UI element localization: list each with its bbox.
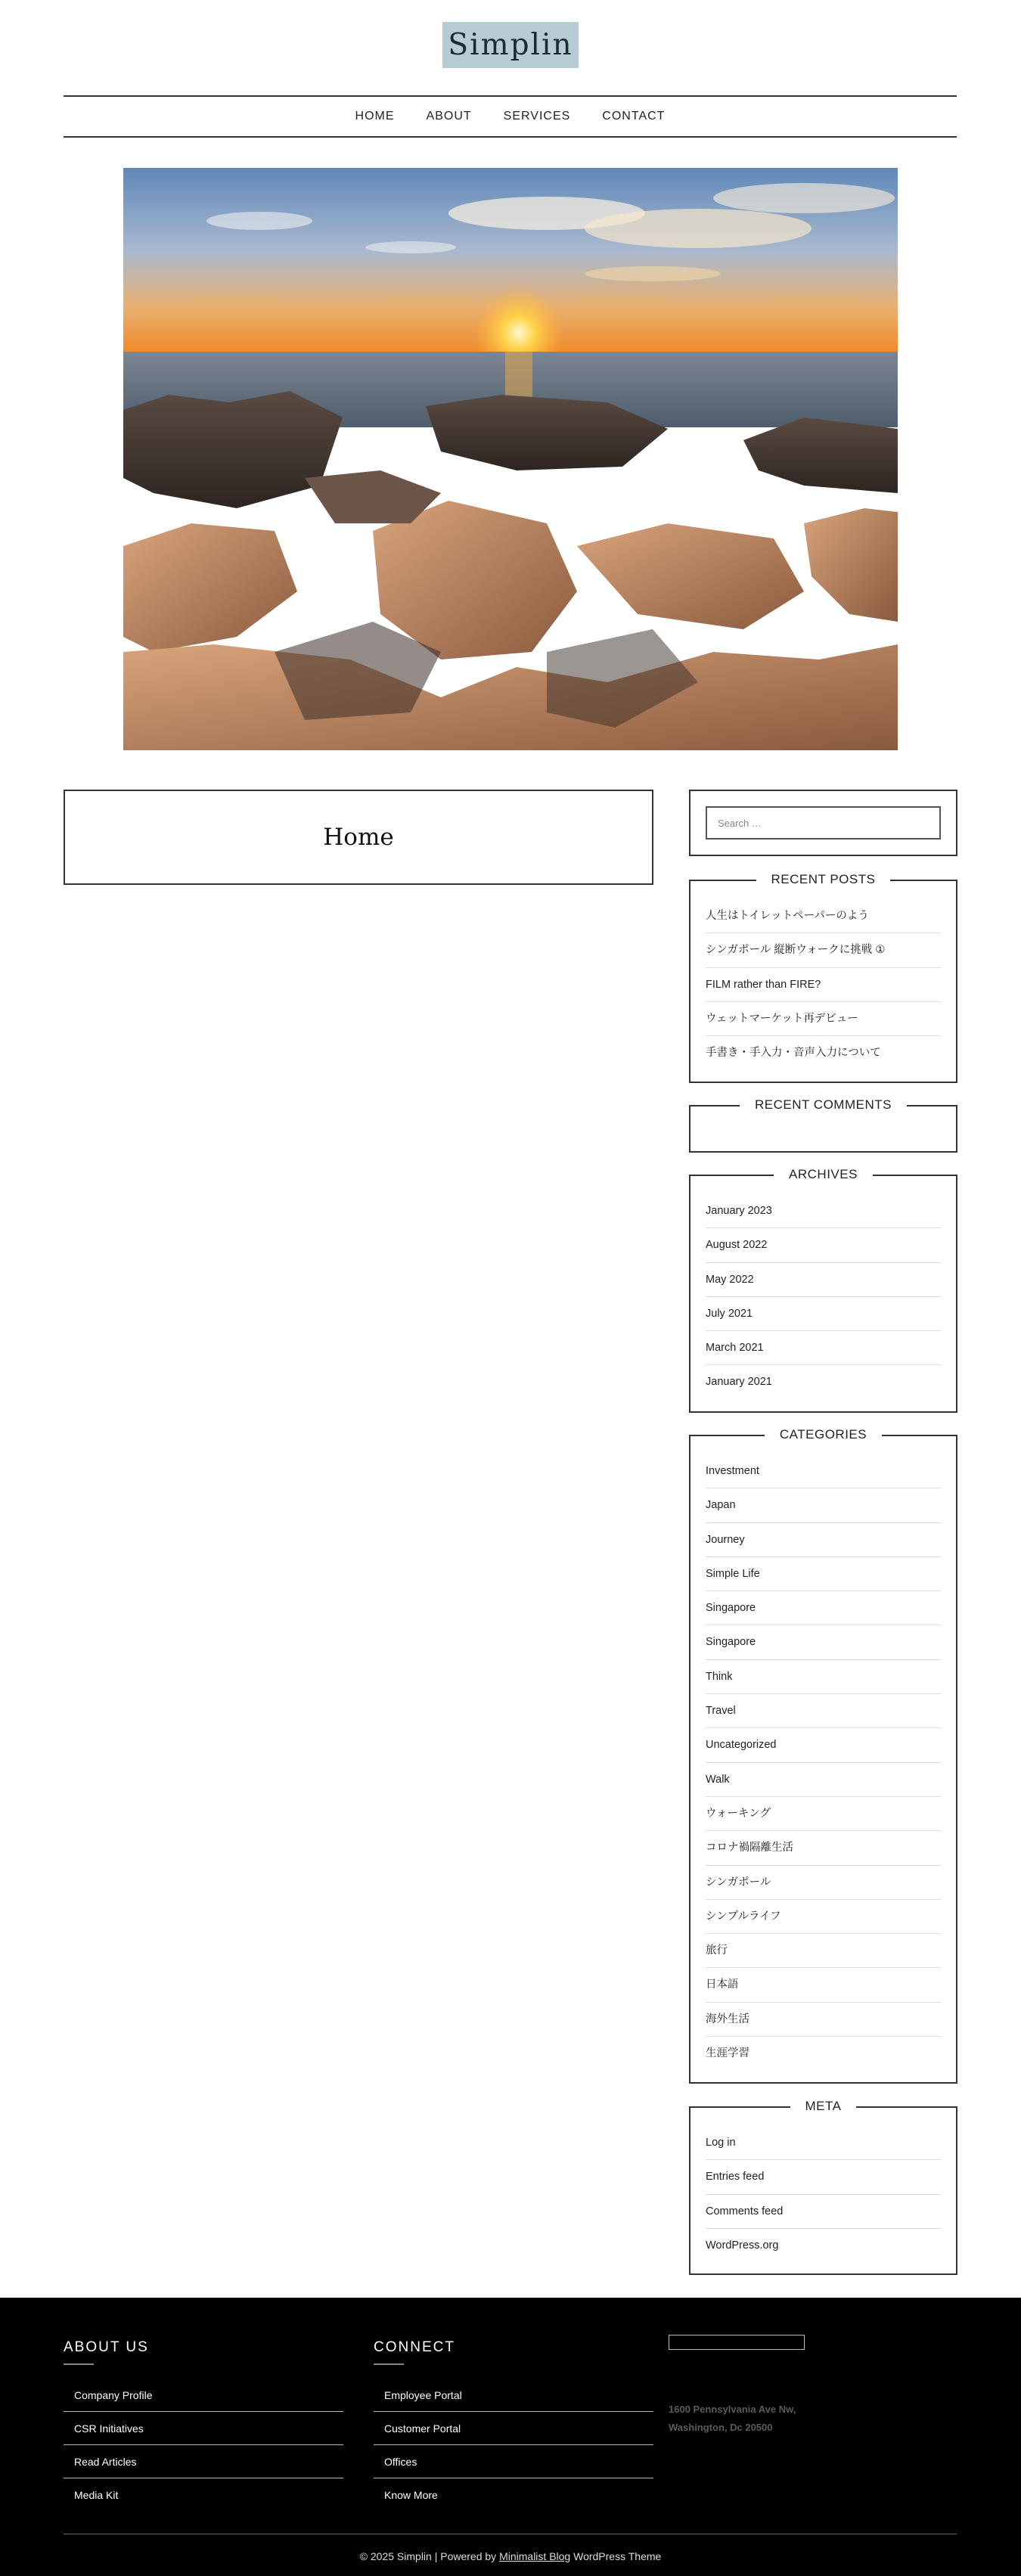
recent-post-link[interactable]: FILM rather than FIRE?: [706, 968, 941, 1002]
footer-about-column: [64, 2339, 343, 2512]
widget-title-meta: META: [790, 2099, 857, 2113]
footer-address: [669, 2401, 796, 2437]
footer-link[interactable]: Media Kit: [74, 2489, 119, 2501]
footer-link[interactable]: Customer Portal: [374, 2412, 653, 2445]
category-link[interactable]: Investment: [706, 1454, 941, 1488]
archive-link[interactable]: January 2021: [706, 1376, 772, 1389]
address-line: 1600 Pennsylvania Ave Nw,: [669, 2404, 796, 2415]
category-link[interactable]: コロナ禍隔離生活: [706, 1831, 941, 1865]
category-link[interactable]: Walk: [706, 1763, 941, 1797]
site-header: [0, 0, 1021, 95]
site-footer: [0, 2298, 1021, 2576]
meta-link-login[interactable]: Log in: [706, 2126, 941, 2160]
theme-link[interactable]: Minimalist Blog: [499, 2550, 571, 2562]
footer-link[interactable]: Company Profile: [64, 2379, 343, 2412]
category-link[interactable]: 生涯学習: [706, 2047, 749, 2060]
recent-post-link[interactable]: 手書き・手入力・音声入力について: [706, 1047, 881, 1060]
footer-link[interactable]: Offices: [374, 2445, 653, 2478]
category-link[interactable]: Singapore: [706, 1625, 941, 1659]
footer-connect-column: [374, 2339, 653, 2512]
archive-link[interactable]: May 2022: [706, 1263, 941, 1297]
search-widget: [689, 790, 957, 856]
category-link[interactable]: 海外生活: [706, 2003, 941, 2037]
category-link[interactable]: ウォーキング: [706, 1797, 941, 1831]
nav-item-home[interactable]: HOME: [355, 110, 395, 123]
category-link[interactable]: 日本語: [706, 1968, 941, 2002]
search-input[interactable]: [706, 806, 941, 840]
archive-link[interactable]: March 2021: [706, 1331, 941, 1365]
archive-link[interactable]: July 2021: [706, 1297, 941, 1331]
meta-link-comments-feed[interactable]: Comments feed: [706, 2195, 941, 2229]
site-logo[interactable]: Simplin: [442, 22, 579, 68]
archive-link[interactable]: August 2022: [706, 1228, 941, 1262]
recent-post-link[interactable]: ウェットマーケット再デビュー: [706, 1002, 941, 1036]
recent-post-link[interactable]: シンガポール 縦断ウォークに挑戦 ①: [706, 933, 941, 967]
hero-image: [123, 168, 898, 750]
recent-post-link[interactable]: 人生はトイレットペーパーのよう: [706, 899, 941, 933]
footer-connect-title: CONNECT: [374, 2339, 455, 2355]
recent-comments-widget: [689, 1097, 957, 1153]
category-link[interactable]: Journey: [706, 1523, 941, 1557]
category-link[interactable]: Simple Life: [706, 1557, 941, 1591]
meta-link-wordpress-org[interactable]: WordPress.org: [706, 2239, 779, 2252]
nav-item-about[interactable]: ABOUT: [426, 110, 472, 123]
broken-image-placeholder: [669, 2335, 805, 2350]
copyright: [0, 2550, 1021, 2562]
widget-title-archives: ARCHIVES: [774, 1167, 873, 1181]
footer-title-underline: [374, 2363, 404, 2365]
category-link[interactable]: Think: [706, 1660, 941, 1694]
nav-item-services[interactable]: SERVICES: [503, 110, 571, 123]
widget-title-categories: CATEGORIES: [765, 1427, 882, 1442]
category-link[interactable]: シンガポール: [706, 1866, 941, 1900]
archives-widget: [689, 1167, 957, 1413]
meta-link-entries-feed[interactable]: Entries feed: [706, 2160, 941, 2194]
address-line: Washington, Dc 20500: [669, 2422, 773, 2433]
footer-link[interactable]: CSR Initiatives: [64, 2412, 343, 2445]
nav-item-contact[interactable]: CONTACT: [602, 110, 666, 123]
meta-widget: [689, 2099, 957, 2275]
footer-link[interactable]: Read Articles: [64, 2445, 343, 2478]
footer-about-title: ABOUT US: [64, 2339, 149, 2355]
category-link[interactable]: Singapore: [706, 1591, 941, 1625]
archive-link[interactable]: January 2023: [706, 1194, 941, 1228]
category-link[interactable]: Travel: [706, 1694, 941, 1728]
widget-title-recent-comments: RECENT COMMENTS: [740, 1097, 907, 1112]
recent-posts-widget: [689, 872, 957, 1083]
copyright-prefix: © 2025 Simplin | Powered by: [359, 2550, 497, 2562]
footer-link[interactable]: Know More: [384, 2489, 438, 2501]
primary-nav: [64, 95, 957, 138]
page-title-box: [64, 790, 653, 885]
copyright-suffix: WordPress Theme: [573, 2550, 662, 2562]
category-link[interactable]: Japan: [706, 1488, 941, 1522]
footer-link[interactable]: Employee Portal: [374, 2379, 653, 2412]
page-title: Home: [323, 824, 394, 851]
categories-widget: [689, 1427, 957, 2084]
sunset-rocks-photo: [123, 168, 898, 750]
category-link[interactable]: シンプルライフ: [706, 1900, 941, 1934]
category-link[interactable]: 旅行: [706, 1934, 941, 1968]
widget-title-recent-posts: RECENT POSTS: [756, 872, 891, 886]
footer-title-underline: [64, 2363, 94, 2365]
category-link[interactable]: Uncategorized: [706, 1728, 941, 1762]
